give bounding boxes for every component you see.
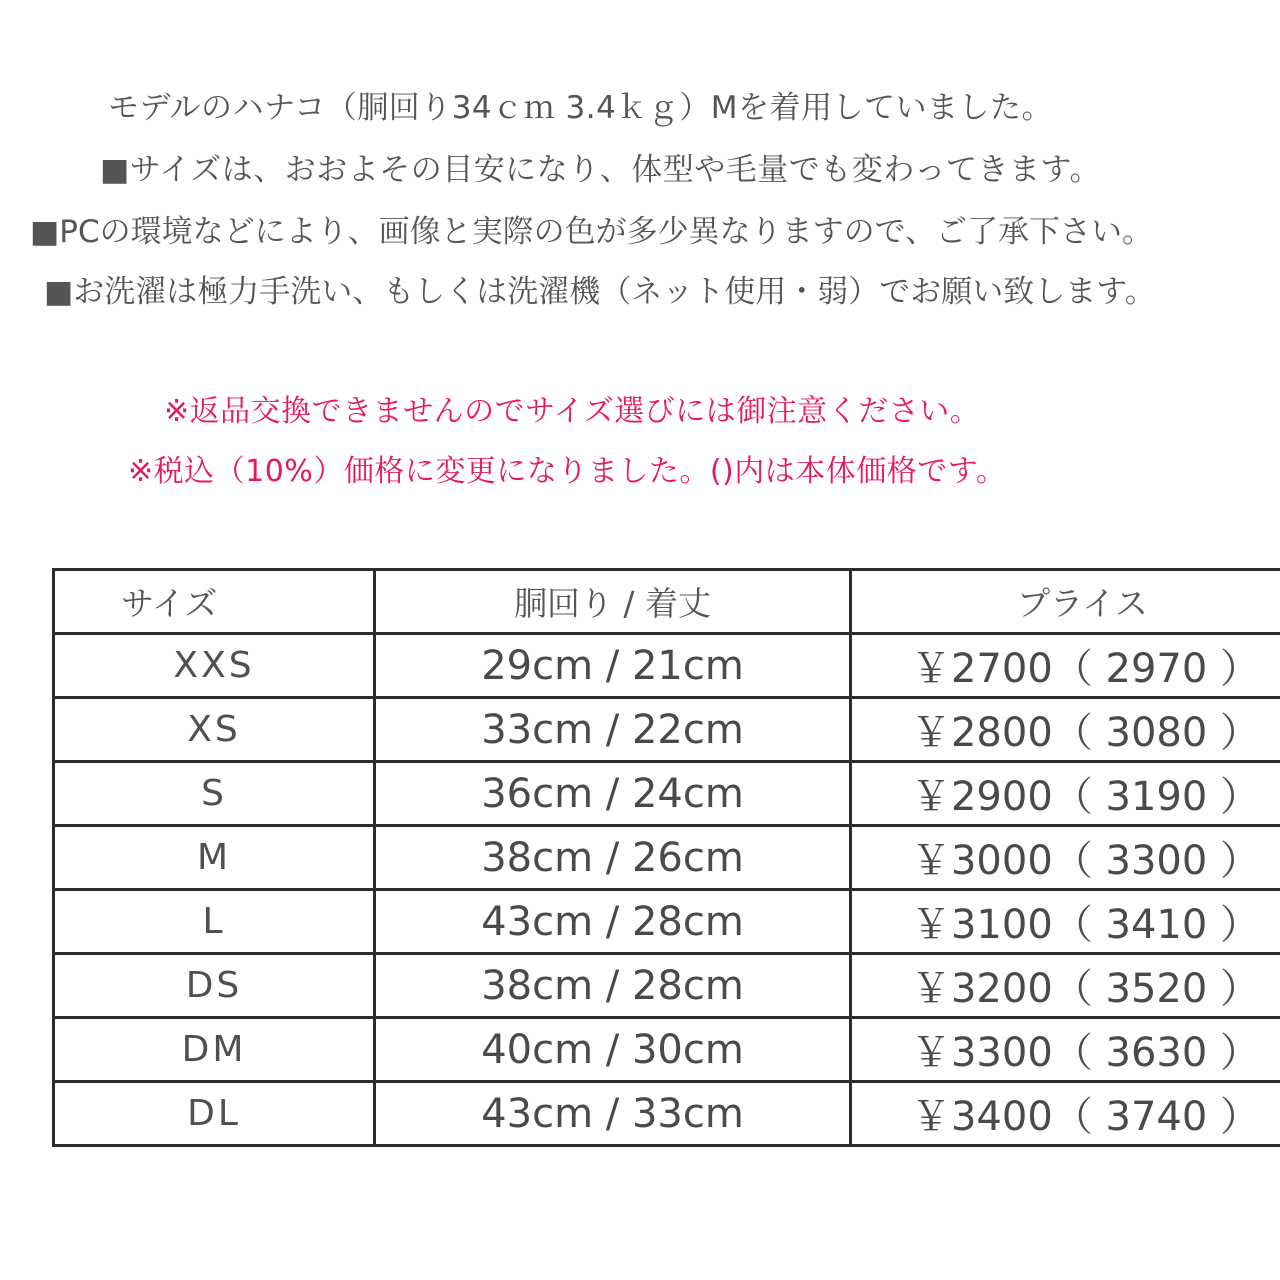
table-row bbox=[54, 698, 1280, 762]
size-cell: S bbox=[54, 762, 375, 826]
price-cell: ￥3200（ 3520 ） bbox=[851, 954, 1280, 1018]
table-row bbox=[54, 954, 1280, 1018]
tax-price-warning: ※税込（10%）価格に変更になりました。()内は本体価格です。 bbox=[128, 454, 1007, 489]
size-cell: M bbox=[54, 826, 375, 890]
size-cell: XS bbox=[54, 698, 375, 762]
measurements-cell: 29cm / 21cm bbox=[375, 634, 851, 698]
size-cell: XXS bbox=[54, 634, 375, 698]
table-row bbox=[54, 634, 1280, 698]
price-cell: ￥3300（ 3630 ） bbox=[851, 1018, 1280, 1082]
measurements-cell: 43cm / 33cm bbox=[375, 1082, 851, 1146]
measurements-cell: 36cm / 24cm bbox=[375, 762, 851, 826]
table-header-row bbox=[54, 570, 1280, 634]
size-cell: DL bbox=[54, 1082, 375, 1146]
price-cell: ￥2700（ 2970 ） bbox=[851, 634, 1280, 698]
header-price: プライス bbox=[851, 570, 1280, 634]
header-measurements: 胴回り / 着丈 bbox=[375, 570, 851, 634]
price-cell: ￥3000（ 3300 ） bbox=[851, 826, 1280, 890]
model-note: モデルのハナコ（胴回り34ｃｍ 3.4ｋｇ）Mを着用していました。 bbox=[108, 90, 1054, 126]
no-return-warning: ※返品交換できませんのでサイズ選びには御注意ください。 bbox=[164, 394, 981, 429]
measurements-cell: 38cm / 28cm bbox=[375, 954, 851, 1018]
size-chart-table bbox=[52, 568, 1280, 1147]
measurements-cell: 38cm / 26cm bbox=[375, 826, 851, 890]
table-row bbox=[54, 1018, 1280, 1082]
measurements-cell: 43cm / 28cm bbox=[375, 890, 851, 954]
table-row bbox=[54, 762, 1280, 826]
header-size: サイズ bbox=[54, 570, 375, 634]
size-cell: DM bbox=[54, 1018, 375, 1082]
table-row bbox=[54, 826, 1280, 890]
washing-note: ■お洗濯は極力手洗い、もしくは洗濯機（ネット使用・弱）でお願い致します。 bbox=[44, 274, 1156, 310]
size-cell: DS bbox=[54, 954, 375, 1018]
price-cell: ￥3100（ 3410 ） bbox=[851, 890, 1280, 954]
price-cell: ￥2800（ 3080 ） bbox=[851, 698, 1280, 762]
table-row bbox=[54, 890, 1280, 954]
measurements-cell: 33cm / 22cm bbox=[375, 698, 851, 762]
measurements-cell: 40cm / 30cm bbox=[375, 1018, 851, 1082]
price-cell: ￥3400（ 3740 ） bbox=[851, 1082, 1280, 1146]
price-cell: ￥2900（ 3190 ） bbox=[851, 762, 1280, 826]
color-note: ■PCの環境などにより、画像と実際の色が多少異なりますので、ご了承下さい。 bbox=[30, 214, 1154, 250]
size-guide-note: ■サイズは、おおよその目安になり、体型や毛量でも変わってきます。 bbox=[100, 152, 1102, 188]
size-cell: L bbox=[54, 890, 375, 954]
table-row bbox=[54, 1082, 1280, 1146]
